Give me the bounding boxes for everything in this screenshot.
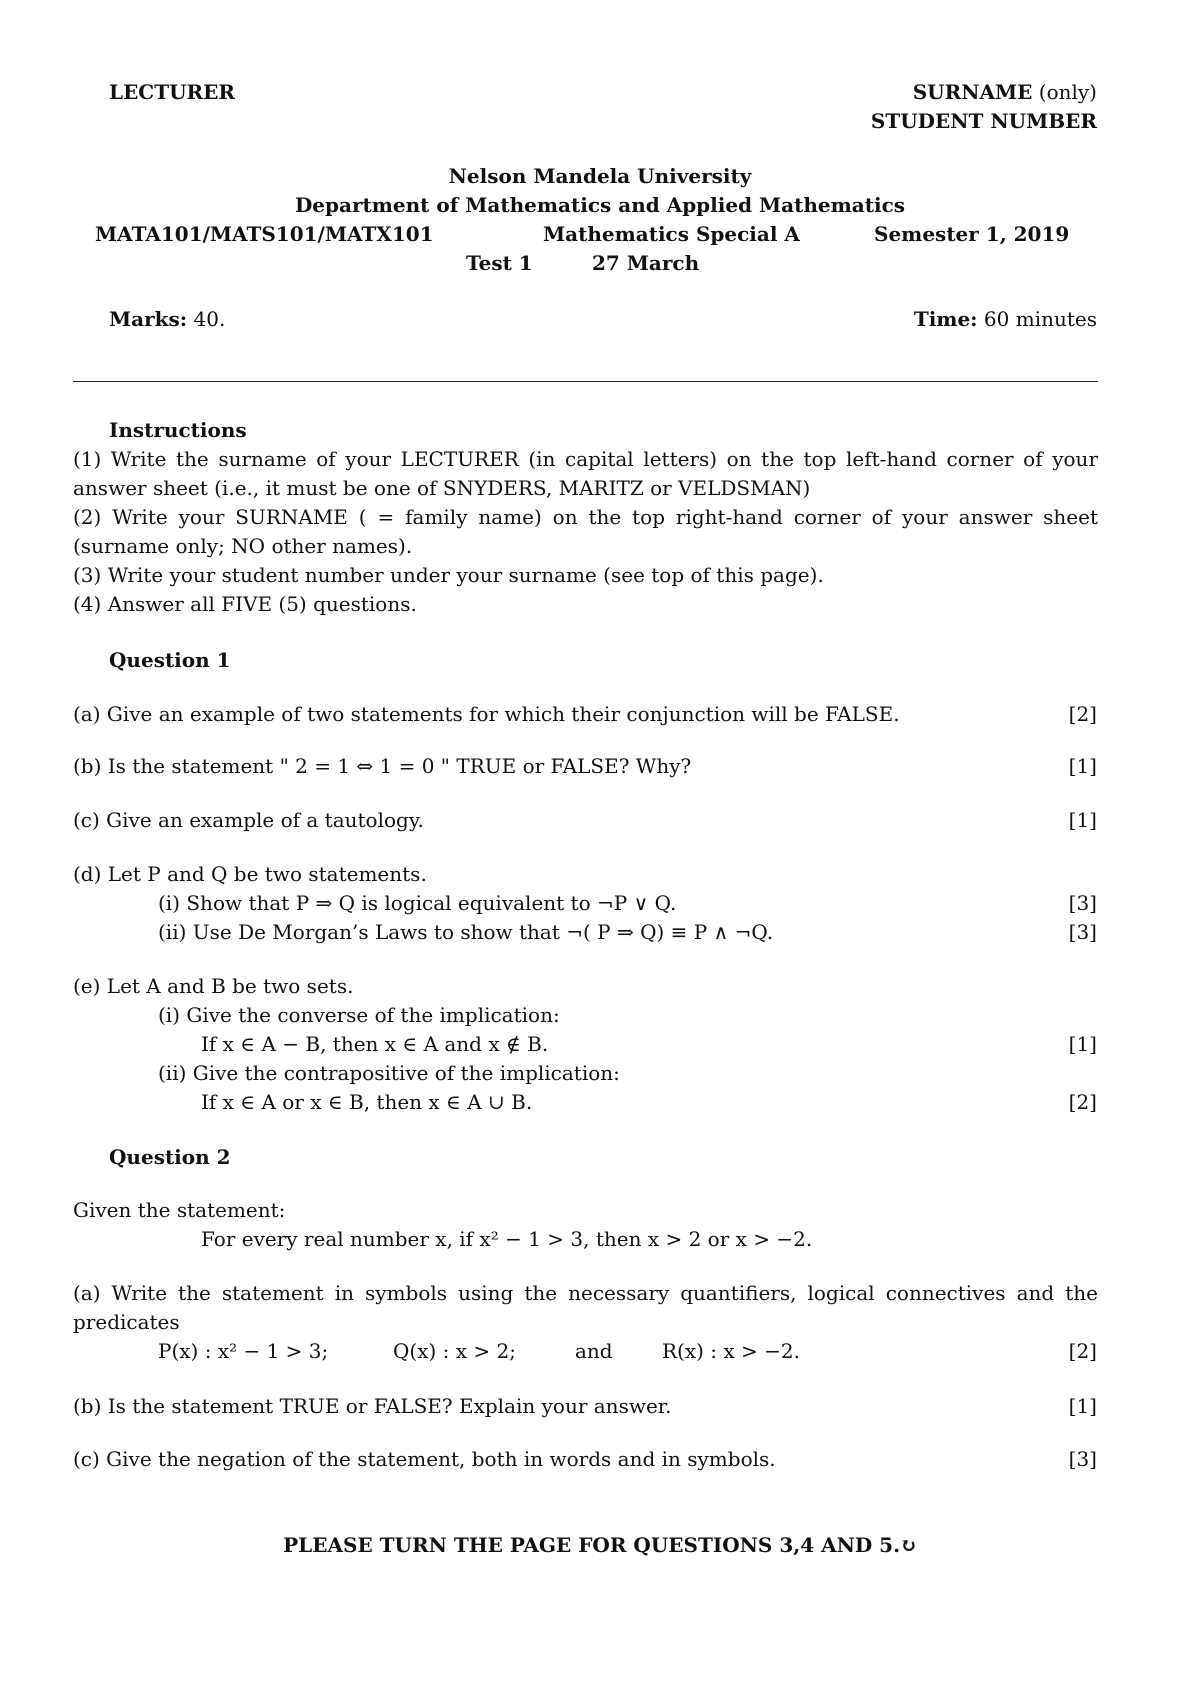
q1-part-c: (c) Give an example of a tautology.	[73, 808, 424, 832]
marks-label: Marks:	[109, 307, 188, 331]
q2-part-b: (b) Is the statement TRUE or FALSE? Explain your answer.	[73, 1394, 672, 1418]
q1-part-a: (a) Give an example of two statements for which their conjunction will be FALSE.	[73, 702, 900, 726]
q2-part-a: (a) Write the statement in symbols using the necessary quantifiers, logical connectives and the predicates	[73, 1281, 1098, 1334]
instruction-4: (4) Answer all FIVE (5) questions.	[73, 592, 417, 616]
semester: Semester 1, 2019	[874, 222, 1070, 246]
q1-part-e-i-statement: If x ∈ A − B, then x ∈ A and x ∉ B.	[201, 1032, 549, 1056]
student-number-label: STUDENT NUMBER	[870, 109, 1097, 133]
q1-part-a-mark: [2]	[1068, 702, 1097, 726]
time-label: Time:	[913, 307, 978, 331]
q1-part-e-i-mark: [1]	[1068, 1032, 1097, 1056]
q1-part-b-mark: [1]	[1068, 754, 1097, 778]
turn-page-text: PLEASE TURN THE PAGE FOR QUESTIONS 3,4 AND 5.	[283, 1533, 901, 1557]
q1-part-d-ii-mark: [3]	[1068, 920, 1097, 944]
marks-info	[109, 305, 225, 333]
q1-part-e: (e) Let A and B be two sets.	[73, 974, 354, 998]
q2-statement: For every real number x, if x² − 1 > 3, then x > 2 or x > −2.	[201, 1227, 813, 1251]
q2-given: Given the statement:	[73, 1198, 286, 1222]
q1-part-e-ii-statement: If x ∈ A or x ∈ B, then x ∈ A ∪ B.	[201, 1090, 533, 1114]
instruction-3: (3) Write your student number under your surname (see top of this page).	[73, 563, 824, 587]
q1-part-d: (d) Let P and Q be two statements.	[73, 862, 427, 886]
question-1-title: Question 1	[109, 648, 231, 672]
q1-part-e-i: (i) Give the converse of the implication:	[158, 1003, 560, 1027]
lecturer-label: LECTURER	[109, 80, 236, 104]
test-date: 27 March	[592, 251, 700, 275]
surname-note: (only)	[1038, 80, 1097, 104]
q1-part-e-ii: (ii) Give the contrapositive of the implication:	[158, 1061, 620, 1085]
department-name: Department of Mathematics and Applied Mathematics	[294, 193, 906, 217]
surname-text: SURNAME	[912, 80, 1033, 104]
instructions-title: Instructions	[109, 418, 247, 442]
university-name: Nelson Mandela University	[448, 164, 752, 188]
q1-part-b: (b) Is the statement " 2 = 1 ⇔ 1 = 0 " TRUE or FALSE? Why?	[73, 754, 692, 778]
marks-value: 40.	[193, 307, 226, 331]
header-divider	[73, 381, 1098, 382]
surname-label	[913, 78, 1097, 106]
q2-part-c-mark: [3]	[1068, 1447, 1097, 1471]
q2-predicate-p: P(x) : x² − 1 > 3;	[158, 1339, 329, 1363]
q1-part-e-ii-mark: [2]	[1068, 1090, 1097, 1114]
time-value: 60 minutes	[983, 307, 1097, 331]
turn-page-icon: ↻	[900, 1533, 917, 1557]
course-codes: MATA101/MATS101/MATX101	[95, 222, 434, 246]
turn-page-notice	[0, 1531, 1200, 1559]
q1-part-c-mark: [1]	[1068, 808, 1097, 832]
q2-predicate-r: R(x) : x > −2.	[662, 1339, 800, 1363]
test-number: Test 1	[466, 251, 533, 275]
q1-part-d-i-mark: [3]	[1068, 891, 1097, 915]
instruction-1: (1) Write the surname of your LECTURER (in capital letters) on the top left-hand corner of your answer sheet (i.e., it must be one of SNYDERS, MARITZ or VELDSMAN)	[73, 447, 1098, 500]
q1-part-d-ii: (ii) Use De Morgan’s Laws to show that ¬( P ⇒ Q) ≡ P ∧ ¬Q.	[158, 920, 774, 944]
q1-part-d-i: (i) Show that P ⇒ Q is logical equivalent to ¬P ∨ Q.	[158, 891, 677, 915]
q2-predicate-q: Q(x) : x > 2;	[393, 1339, 516, 1363]
q2-predicate-and: and	[575, 1339, 613, 1363]
q2-part-c: (c) Give the negation of the statement, both in words and in symbols.	[73, 1447, 776, 1471]
q2-part-a-mark: [2]	[1068, 1339, 1097, 1363]
question-2-title: Question 2	[109, 1145, 231, 1169]
course-name: Mathematics Special A	[543, 222, 800, 246]
instruction-2: (2) Write your SURNAME ( = family name) on the top right-hand corner of your answer sheet (surname only; NO other names).	[73, 505, 1098, 558]
time-info	[914, 305, 1097, 333]
q2-part-b-mark: [1]	[1068, 1394, 1097, 1418]
